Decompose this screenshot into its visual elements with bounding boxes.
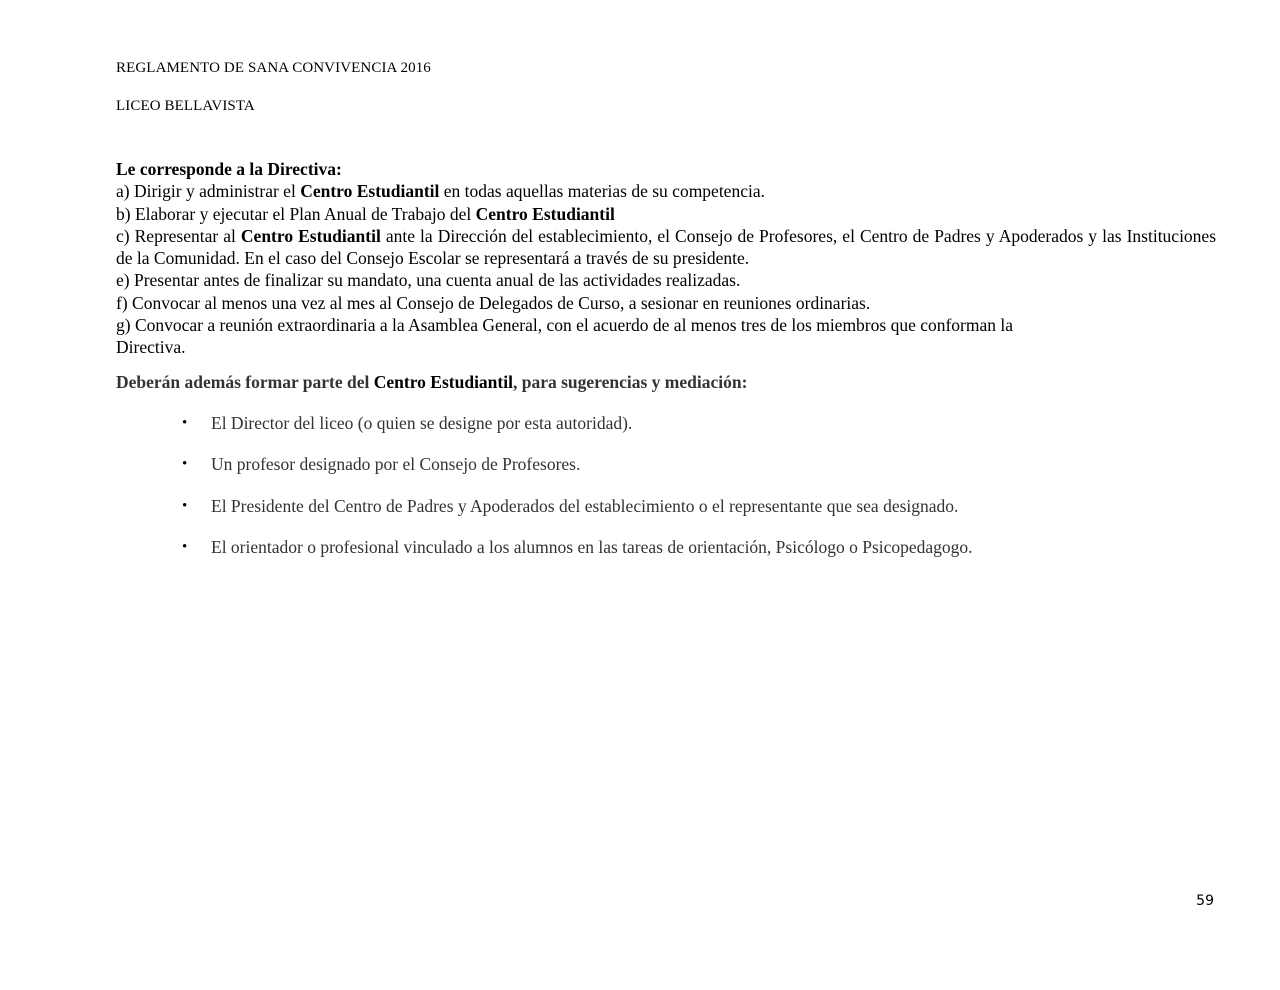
directiva-section xyxy=(116,158,1216,359)
list-item xyxy=(180,495,973,517)
paragraph-item-c xyxy=(116,225,1216,270)
item-c-text-post: ante la Dirección del establecimiento, el Consejo de Profesores, el Centro de Padres y Apoderados y las Instituciones de la Comunidad. En el caso del Consejo Escolar se representará a través de su presidente. xyxy=(116,225,1217,269)
item-a-text-bold: Centro Estudiantil xyxy=(300,181,440,202)
list-item-text: El orientador o profesional vinculado a los alumnos en las tareas de orientación, Psicólogo o Psicopedagogo. xyxy=(211,536,973,557)
paragraph-item-a xyxy=(116,180,1216,202)
item-a-text-post: en todas aquellas materias de su competencia. xyxy=(439,181,765,202)
subsection-heading-post: , para sugerencias y mediación: xyxy=(512,372,748,392)
list-item xyxy=(180,412,973,434)
list-item-text: El Presidente del Centro de Padres y Apoderados del establecimiento o el representante que sea designado. xyxy=(211,495,959,516)
item-b-text-pre: b) Elaborar y ejecutar el Plan Anual de Trabajo del xyxy=(116,203,476,224)
list-item xyxy=(180,536,973,558)
list-item-text: Un profesor designado por el Consejo de Profesores. xyxy=(211,454,581,475)
item-a-text-pre: a) Dirigir y administrar el xyxy=(116,181,301,202)
item-c-text-pre: c) Representar al xyxy=(116,225,241,246)
section-heading: Le corresponde a la Directiva: xyxy=(116,159,342,179)
paragraph-item-f: f) Convocar al menos una vez al mes al Consejo de Delegados de Curso, a sesionar en reuniones ordinarias. xyxy=(116,292,871,313)
bullet-icon: • xyxy=(182,538,188,555)
bullet-icon: • xyxy=(182,497,188,514)
subsection-heading xyxy=(116,371,747,393)
list-item xyxy=(180,453,973,475)
paragraph-item-g-line2: Directiva. xyxy=(116,337,186,358)
paragraph-item-b xyxy=(116,203,1216,225)
list-item-text: El Director del liceo (o quien se designe por esta autoridad). xyxy=(211,413,633,433)
subsection-heading-pre: Deberán además formar parte del xyxy=(116,372,374,392)
bullet-icon: • xyxy=(182,456,188,473)
member-bullet-list xyxy=(180,412,973,577)
item-c-text-bold: Centro Estudiantil xyxy=(240,225,381,246)
paragraph-item-e: e) Presentar antes de finalizar su mandato, una cuenta anual de las actividades realizadas. xyxy=(116,270,741,291)
page-number: 59 xyxy=(1196,893,1214,909)
subsection-heading-bold: Centro Estudiantil xyxy=(373,372,513,392)
document-header-school: LICEO BELLAVISTA xyxy=(116,98,255,114)
bullet-icon: • xyxy=(182,415,188,431)
paragraph-item-g-line1: g) Convocar a reunión extraordinaria a la Asamblea General, con el acuerdo de al menos tres de los miembros que conforman la xyxy=(116,315,1014,336)
item-b-text-bold: Centro Estudiantil xyxy=(475,203,615,224)
document-header-title: REGLAMENTO DE SANA CONVIVENCIA 2016 xyxy=(116,60,431,76)
